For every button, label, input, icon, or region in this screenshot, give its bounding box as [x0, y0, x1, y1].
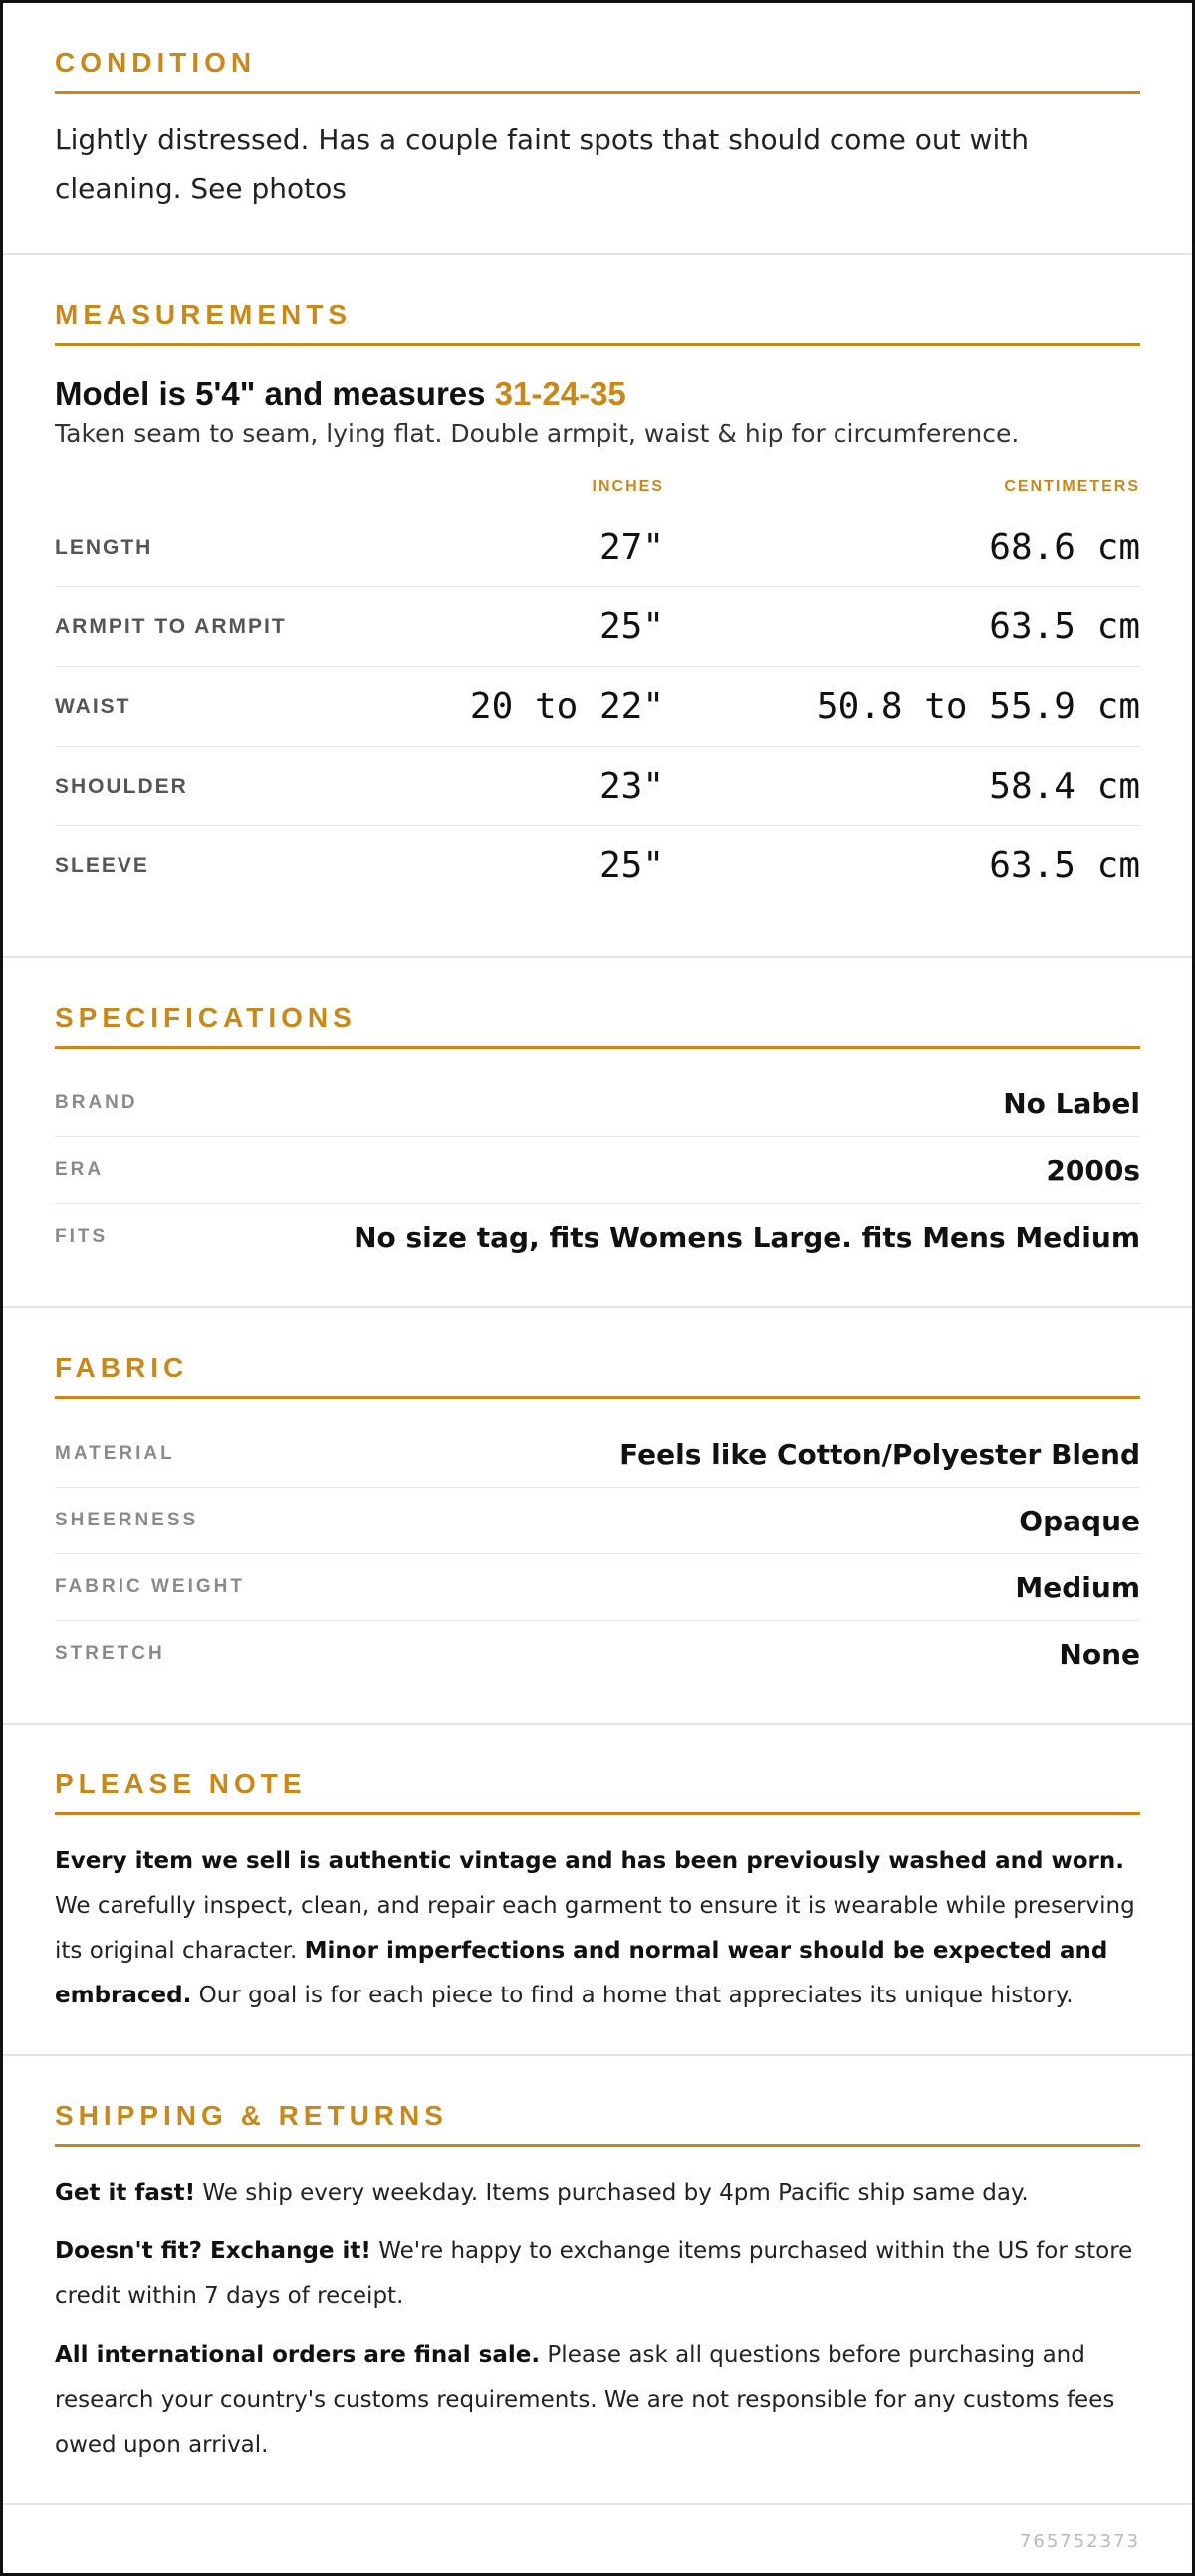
product-id-footer	[3, 2505, 1192, 2576]
measurement-inches: 23"	[598, 766, 664, 807]
measurement-inches: 25"	[598, 845, 664, 886]
fabric-row-sheerness	[55, 1488, 1140, 1554]
note-bold-1: Every item we sell is authentic vintage and has been previously washed and worn.	[55, 1848, 1124, 1874]
centimeters-column-header: CENTIMETERS	[1004, 478, 1140, 495]
inches-column-header: INCHES	[592, 478, 664, 495]
measurements-section	[3, 255, 1192, 958]
condition-section	[3, 3, 1192, 255]
fabric-section	[3, 1308, 1192, 1725]
model-prefix: Model is 5'4" and measures	[55, 375, 495, 412]
please-note-text	[55, 1839, 1140, 2018]
measurement-cm: 63.5 cm	[989, 606, 1140, 647]
spec-label: ERA	[55, 1159, 105, 1180]
measurements-header-row	[55, 478, 1140, 496]
fabric-value: None	[1059, 1637, 1140, 1671]
please-note-section	[3, 1725, 1192, 2056]
note-text-2: Our goal is for each piece to find a home that appreciates its unique history.	[191, 1983, 1074, 2008]
fabric-label: FABRIC WEIGHT	[55, 1576, 245, 1597]
note-text-1: We carefully inspect, clean, and repair each garment to ensure it is wearable while preserving its original character.	[55, 1893, 1135, 1964]
spec-row-fits	[55, 1204, 1140, 1270]
measurement-label: SHOULDER	[55, 774, 188, 798]
please-note-heading: PLEASE NOTE	[55, 1768, 1140, 1815]
measurement-row-length	[55, 508, 1140, 587]
model-measures: 31-24-35	[494, 375, 626, 412]
fabric-label: SHEERNESS	[55, 1510, 199, 1530]
measurement-cm: 68.6 cm	[989, 527, 1140, 568]
shipping-paragraph-international: All international orders are final sale. Please ask all questions before purchasing and research your country's customs requirements. We are not responsible for any customs fees owed upon arrival.	[55, 2342, 1115, 2458]
shipping-paragraph-fast: Get it fast! We ship every weekday. Items purchased by 4pm Pacific ship same day.	[55, 2180, 1029, 2206]
measurement-row-shoulder	[55, 747, 1140, 826]
fabric-list	[55, 1421, 1140, 1687]
fabric-label: MATERIAL	[55, 1443, 175, 1464]
measurement-inches: 20 to 22"	[469, 686, 664, 727]
measurement-row-waist	[55, 667, 1140, 747]
spec-label: FITS	[55, 1226, 109, 1247]
condition-heading: CONDITION	[55, 47, 1140, 94]
measurement-label: LENGTH	[55, 535, 153, 559]
fabric-heading: FABRIC	[55, 1352, 1140, 1399]
measurement-cm: 58.4 cm	[989, 766, 1140, 807]
spec-value: 2000s	[1046, 1153, 1140, 1187]
fabric-row-stretch	[55, 1621, 1140, 1687]
measurement-label: SLEEVE	[55, 853, 149, 877]
spec-row-brand	[55, 1070, 1140, 1137]
shipping-heading: SHIPPING & RETURNS	[55, 2100, 1140, 2147]
fabric-value: Medium	[1015, 1570, 1140, 1604]
measurement-cm: 63.5 cm	[989, 845, 1140, 886]
measurement-label: ARMPIT TO ARMPIT	[55, 614, 287, 638]
measurement-row-sleeve	[55, 826, 1140, 905]
note-bold-2: Minor imperfections and normal wear should be expected and embraced.	[55, 1938, 1108, 2008]
specifications-heading: SPECIFICATIONS	[55, 1002, 1140, 1049]
shipping-returns-section	[3, 2056, 1192, 2505]
fabric-value: Feels like Cotton/Polyester Blend	[619, 1437, 1140, 1471]
measurement-inches: 27"	[598, 527, 664, 568]
shipping-paragraph-exchange: Doesn't fit? Exchange it! We're happy to exchange items purchased within the US for store credit within 7 days of receipt.	[55, 2238, 1133, 2309]
measurement-row-armpit	[55, 587, 1140, 667]
spec-row-era	[55, 1137, 1140, 1204]
shipping-text	[55, 2171, 1140, 2467]
spec-value: No Label	[1003, 1086, 1140, 1120]
specifications-section	[3, 958, 1192, 1308]
measurement-label: WAIST	[55, 694, 131, 718]
product-id: 765752373	[1019, 2531, 1140, 2552]
measurement-inches: 25"	[598, 606, 664, 647]
measurements-table	[55, 508, 1140, 905]
measurement-cm: 50.8 to 55.9 cm	[816, 686, 1140, 727]
condition-text: Lightly distressed. Has a couple faint spots that should come out with cleaning. See photos	[55, 123, 1029, 205]
spec-value: No size tag, fits Womens Large. fits Mens Medium	[354, 1220, 1140, 1254]
fabric-row-weight	[55, 1554, 1140, 1621]
measurements-heading: MEASUREMENTS	[55, 299, 1140, 346]
fabric-label: STRETCH	[55, 1643, 165, 1664]
model-info	[55, 375, 1140, 413]
fabric-value: Opaque	[1019, 1504, 1140, 1537]
spec-label: BRAND	[55, 1092, 138, 1113]
specifications-list	[55, 1070, 1140, 1270]
fabric-row-material	[55, 1421, 1140, 1488]
measurement-method-note: Taken seam to seam, lying flat. Double armpit, waist & hip for circumference.	[55, 419, 1020, 448]
